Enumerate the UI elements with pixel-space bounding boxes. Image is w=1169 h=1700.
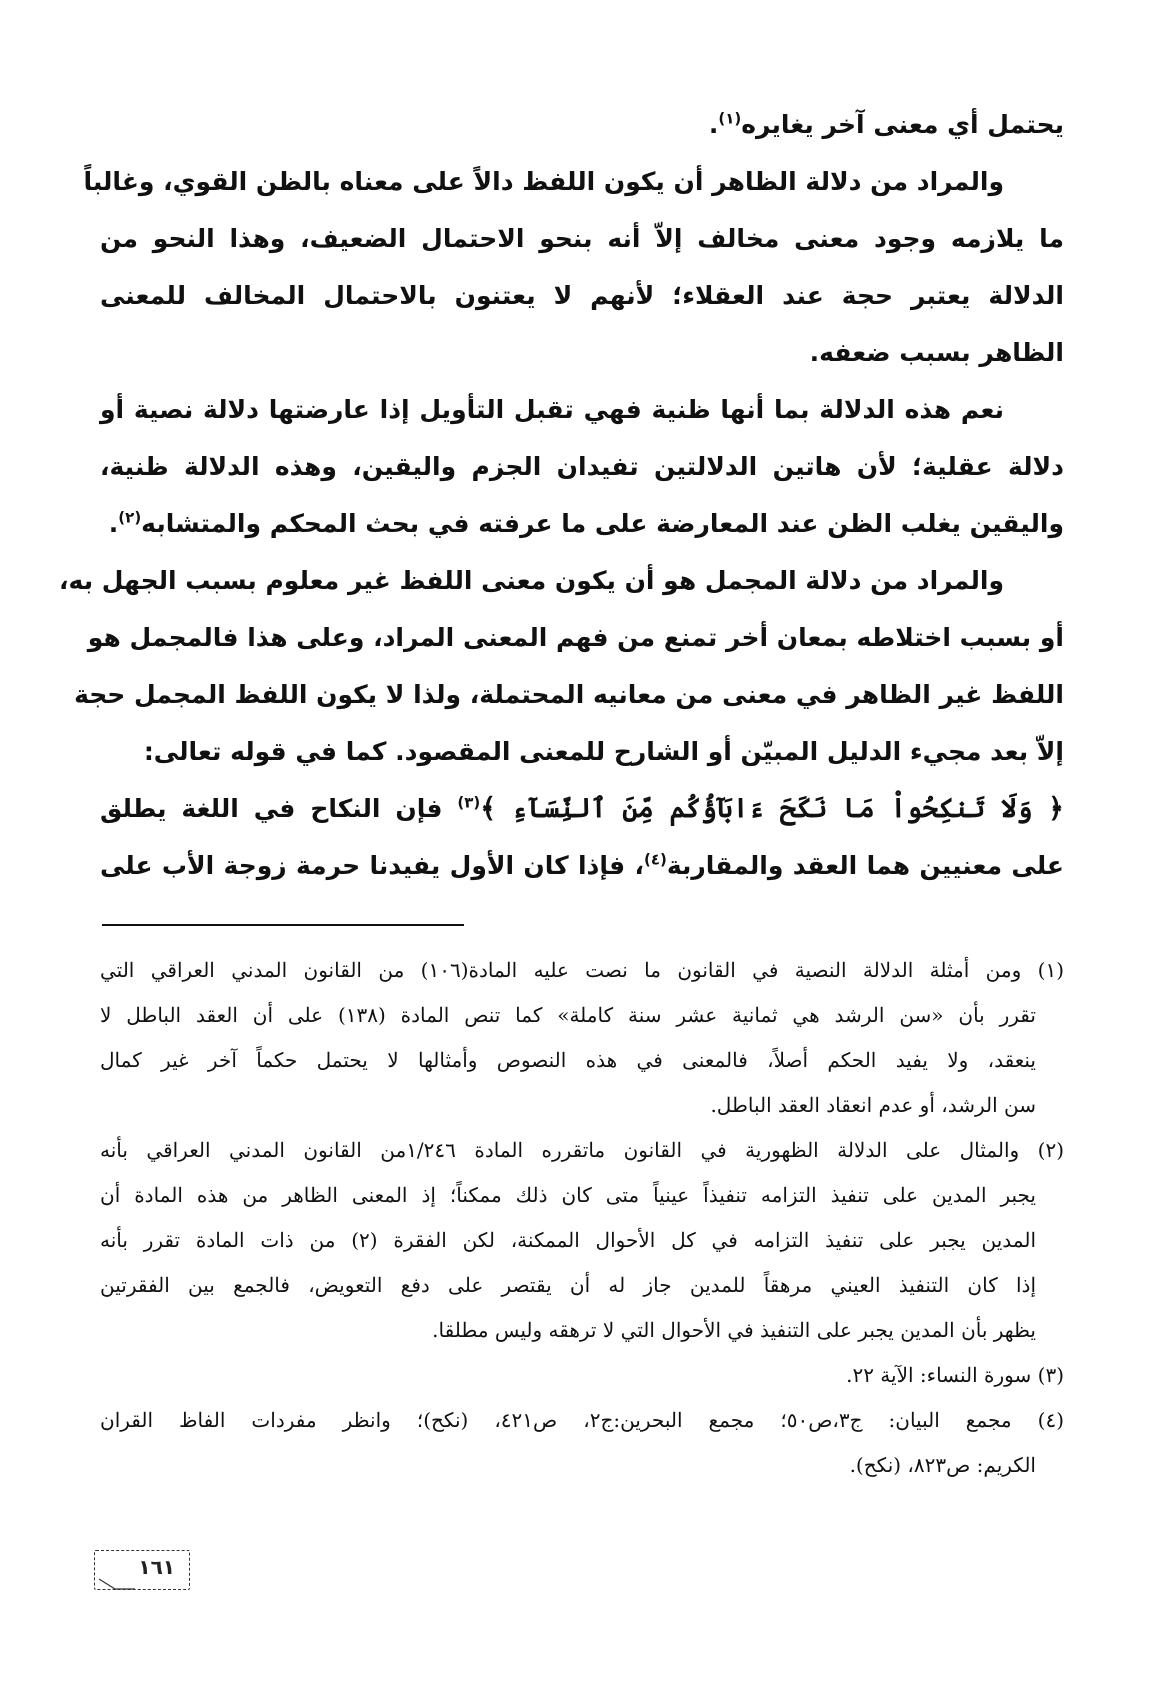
footnote-line: يجبر المدين على تنفيذ التزامه تنفيذاً عينياً متى كان ذلك ممكناً؛ إذ المعنى الظاهر من هذه المادة أن [100,1183,1036,1207]
page-number-box [94,1550,190,1590]
main-line: الدلالة يعتبر حجة عند العقلاء؛ لأنهم لا يعتنون بالاحتمال المخالف للمعنى [100,281,1064,310]
quran-verse: ﴿ وَلَا تَنكِحُواْ مَا نَكَحَ ءَابَآؤُكُم مِّنَ ٱلنِّسَآءِ ﴾ [480,793,1064,824]
main-line: اللفظ غير الظاهر في معنى من معانيه المحتملة، ولذا لا يكون اللفظ المجمل حجة [74,680,1064,709]
page-number: ١٦١ [138,1555,175,1579]
footnote-line: (٤) مجمع البيان: ج٣،ص٥٠؛ مجمع البحرين:ج٢، ص٤٢١، (نكح)؛ وانظر مفردات الفاظ القران [100,1408,1064,1432]
footnote-marker: (٢) [118,508,142,527]
main-line: والمراد من دلالة الظاهر أن يكون اللفظ دالاً على معناه بالظن القوي، وغالباً [83,167,1004,196]
footnote-marker: (٣) [457,793,481,812]
footnote-line: (٢) والمثال على الدلالة الظهورية في القانون ماتقرره المادة ١/٢٤٦من القانون المدني العراقي بأنه [100,1138,1064,1162]
main-line: إلاّ بعد مجيء الدليل المبيّن أو الشارح للمعنى المقصود. كما في قوله تعالى: [143,737,1064,766]
main-line: ما يلازمه وجود معنى مخالف إلاّ أنه بنحو الاحتمال الضعيف، وهذا النحو من [100,224,1064,253]
main-line: نعم هذه الدلالة بما أنها ظنية فهي تقبل التأويل إذا عارضتها دلالة نصية أو [100,395,1004,424]
footnote-line: الكريم: ص٨٢٣، (نكح). [849,1453,1036,1477]
main-line: يحتمل أي معنى آخر يغايره$^{(١)}$. [708,109,1064,139]
footnote-line: المدين يجبر على تنفيذ التزامه في كل الأحوال الممكنة، لكن الفقرة (٢) من ذات المادة تقرر بأنه [100,1228,1036,1252]
footnote-separator [102,924,464,926]
main-line: واليقين يغلب الظن عند المعارضة على ما عرفته في بحث المحكم والمتشابه$^{(٢)}$. [108,508,1064,538]
footnote-line: (٣) سورة النساء: الآية ٢٢. [846,1363,1064,1387]
main-text [59,96,1064,894]
page-fold-icon [97,1577,137,1591]
main-line: والمراد من دلالة المجمل هو أن يكون معنى اللفظ غير معلوم بسبب الجهل به، [59,566,1004,595]
footnote-line: ينعقد، ولا يفيد الحكم أصلاً، فالمعنى في هذه النصوص وأمثالها لا يحتمل حكماً آخر غير كمال [100,1048,1036,1072]
footnote-line: سن الرشد، أو عدم انعقاد العقد الباطل. [710,1093,1036,1117]
footnote-line: إذا كان التنفيذ العيني مرهقاً للمدين جاز له أن يقتصر على دفع التعويض، فالجمع بين الفقرتين [100,1273,1036,1297]
footnotes [100,948,1064,1488]
footnote-marker: (٤) [643,850,667,869]
footnote-marker: (١) [718,109,742,128]
footnote-line: تقرر بأن «سن الرشد هي ثمانية عشر سنة كاملة» كما تنص المادة (١٣٨) على أن العقد الباطل لا [100,1003,1036,1027]
main-line: على معنيين هما العقد والمقاربة$^{(٤)}$، فإذا كان الأول يفيدنا حرمة زوجة الأب على [100,850,1064,880]
main-line: دلالة عقلية؛ لأن هاتين الدلالتين تفيدان الجزم واليقين، وهذه الدلالة ظنية، [100,452,1064,481]
main-line: الظاهر بسبب ضعفه. [809,338,1064,367]
footnote-line: (١) ومن أمثلة الدلالة النصية في القانون ما نصت عليه المادة(١٠٦) من القانون المدني العراقي التي [100,958,1064,982]
main-line: أو بسبب اختلاطه بمعان أخر تمنع من فهم المعنى المراد، وعلى هذا فالمجمل هو [87,623,1064,652]
main-line: ﴿ وَلَا تَنكِحُواْ مَا نَكَحَ ءَابَآؤُكُم مِّنَ ٱلنِّسَآءِ ﴾$^{(٣)}$ فإن النكاح في اللغة يطلق [100,793,1064,824]
footnote-line: يظهر بأن المدين يجبر على التنفيذ في الأحوال التي لا ترهقه وليس مطلقا. [432,1318,1036,1342]
